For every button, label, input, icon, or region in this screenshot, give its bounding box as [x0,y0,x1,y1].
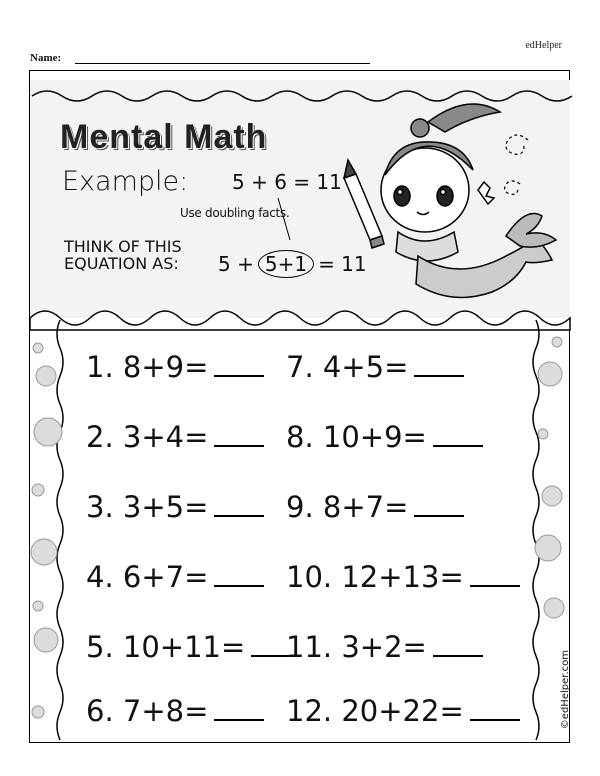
problem-left: 2. 3+4= [86,420,264,454]
answer-blank[interactable] [433,444,483,447]
left-wave-line [57,320,63,740]
answer-blank[interactable] [214,718,264,721]
problem-right: 10. 12+13= [286,560,520,594]
example-label: Example: [62,166,189,197]
answer-blank[interactable] [414,514,464,517]
problem-left: 5. 10+11= [86,630,301,664]
problem-left: 1. 8+9= [86,350,264,384]
think-line-2: EQUATION AS: [64,254,179,273]
problem-row [86,350,409,384]
right-bubbles [535,337,564,618]
think-equation [218,250,367,278]
problem-row [86,490,409,524]
problem-row [86,560,464,594]
think-eq-circled: 5+1 [258,250,314,278]
think-eq-right: = 11 [318,252,367,276]
think-label [64,238,182,272]
think-eq-left: 5 + [218,252,254,276]
problem-row [86,630,427,664]
answer-blank[interactable] [470,718,520,721]
answer-blank[interactable] [433,654,483,657]
answer-blank[interactable] [214,444,264,447]
problem-right: 8. 10+9= [286,420,483,454]
answer-blank[interactable] [214,584,264,587]
problem-right: 7. 4+5= [286,350,464,384]
brand-label: edHelper [525,40,562,51]
problem-right: 12. 20+22= [286,694,520,728]
think-line-1: THINK OF THIS [64,237,182,256]
copyright-text: ©edHelper.com [560,650,571,730]
problem-row [86,420,427,454]
answer-blank[interactable] [414,374,464,377]
example-equation: 5 + 6 = 11 [232,170,342,194]
problem-left: 4. 6+7= [86,560,264,594]
problem-row [86,694,464,728]
name-label: Name: [30,52,62,64]
hint-text: Use doubling facts. [180,206,290,220]
problem-right: 9. 8+7= [286,490,464,524]
answer-blank[interactable] [470,584,520,587]
answer-blank[interactable] [214,374,264,377]
worksheet-title: Mental Math [60,118,268,156]
problem-right: 11. 3+2= [286,630,483,664]
problem-left: 3. 3+5= [86,490,264,524]
answer-blank[interactable] [214,514,264,517]
right-wave-line [533,320,539,740]
problem-left: 6. 7+8= [86,694,264,728]
